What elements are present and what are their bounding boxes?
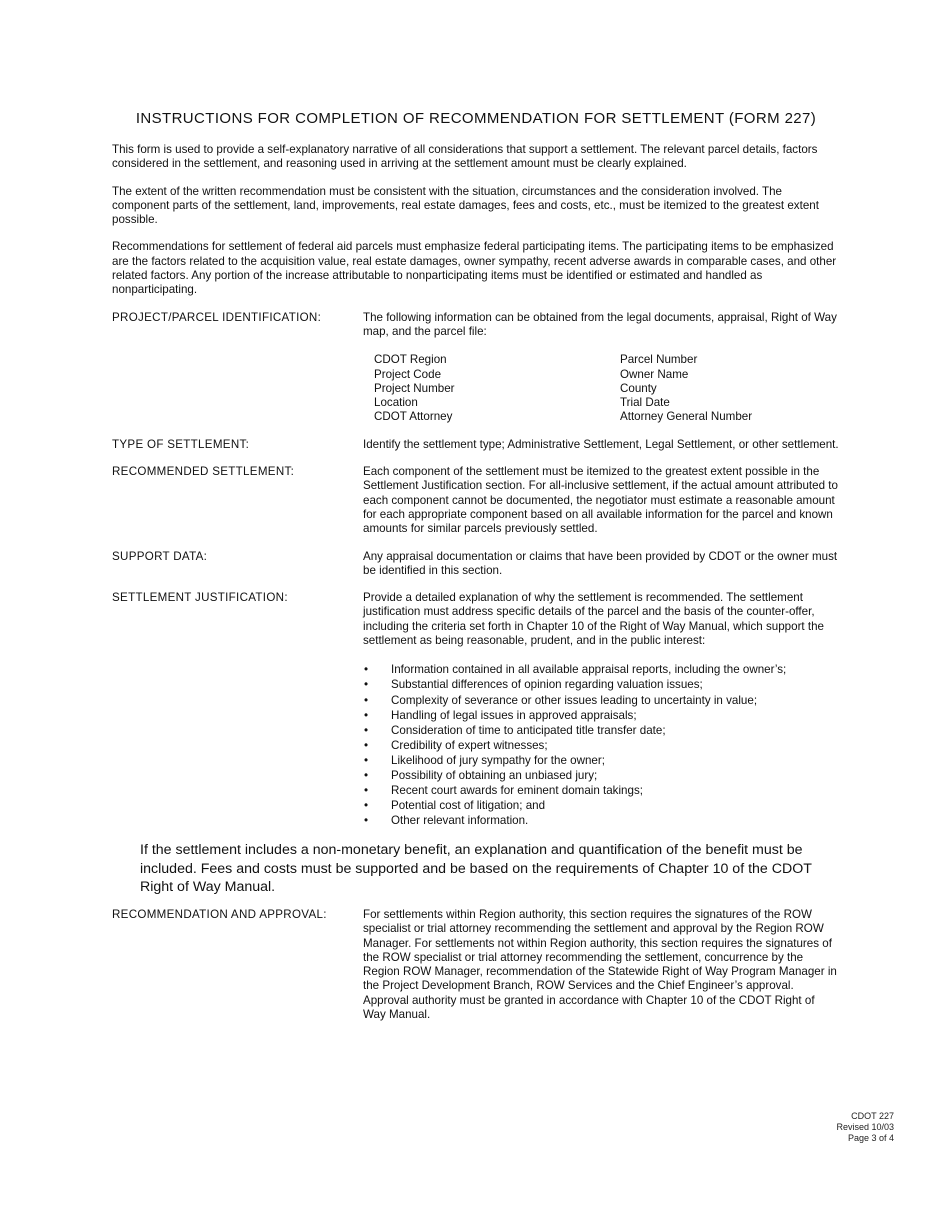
bullet-icon: • [364, 723, 369, 737]
section-recommended-settlement [112, 465, 840, 536]
list-item: • Possibility of obtaining an unbiased jury; [364, 768, 598, 782]
field-name: Location [374, 396, 418, 410]
bullet-icon: • [364, 678, 369, 692]
section-text: The following information can be obtained from the legal documents, appraisal, Right of Way map, and the parcel file: [363, 310, 837, 338]
bullet-icon: • [364, 799, 369, 813]
section-label: RECOMMENDED SETTLEMENT: [112, 465, 295, 479]
intro-paragraph-2: The extent of the written recommendation must be consistent with the situation, circumstances and the consideration involved. The component parts of the settlement, land, improvements, real estate damages, fees and costs, etc., must be itemized to the greatest extent possible. [112, 184, 819, 227]
section-label: SUPPORT DATA: [112, 549, 208, 563]
section-text: Identify the settlement type; Administrative Settlement, Legal Settlement, or other settlement. [363, 437, 839, 451]
section-text: Any appraisal documentation or claims that have been provided by CDOT or the owner must be identified in this section. [363, 549, 838, 577]
list-item: • Complexity of severance or other issues leading to uncertainty in value; [364, 693, 758, 707]
field-name: County [620, 381, 657, 395]
section-label: PROJECT/PARCEL IDENTIFICATION: [112, 310, 322, 324]
section-recommendation-approval [112, 908, 840, 1022]
bullet-icon: • [364, 753, 369, 767]
bullet-icon: • [364, 784, 369, 798]
field-name: Attorney General Number [620, 410, 753, 424]
section-text: Each component of the settlement must be itemized to the greatest extent possible in the Settlement Justification section. For all-inclusive settlement, if the actual amount attributed to each component cannot be documented, the negotiator must estimate a reasonable amount for each appropriate component based on all available information for the parcel and known amounts for similar parcels previously settled. [363, 465, 838, 536]
section-support-data [112, 550, 840, 579]
identification-fields [374, 353, 840, 424]
intro-paragraph-3: Recommendations for settlement of federal aid parcels must emphasize federal participating items. The participating items to be emphasized are the factors related to the acquisition value, real estate damages, owner sympathy, recent adverse awards in comparable cases, and other related factors. Any portion of the increase attributable to nonparticipating items must be identified or estimated and handled as nonparticipating. [112, 240, 837, 297]
section-label: TYPE OF SETTLEMENT: [112, 437, 250, 451]
field-name: Parcel Number [620, 353, 698, 367]
list-item: • Information contained in all available appraisal reports, including the owner’s; [364, 663, 787, 677]
list-item: • Potential cost of litigation; and [364, 799, 546, 813]
section-type-of-settlement [112, 438, 840, 452]
bullet-icon: • [364, 738, 369, 752]
bullet-icon: • [364, 663, 369, 677]
section-label: RECOMMENDATION AND APPROVAL: [112, 907, 327, 921]
section-text: Provide a detailed explanation of why the settlement is recommended. The settlement justification must address specific details of the parcel and the basis of the counter-offer, including the criteria set forth in Chapter 10 of the Right of Way Manual, which support the settlement as being reasonable, prudent, and in the public interest: [363, 591, 824, 648]
bullet-icon: • [364, 708, 369, 722]
bullet-icon: • [364, 768, 369, 782]
revision-date: Revised 10/03 [836, 1122, 894, 1132]
form-number: CDOT 227 [851, 1111, 894, 1121]
bullet-icon: • [364, 814, 369, 828]
list-item: • Recent court awards for eminent domain takings; [364, 784, 643, 798]
list-item: • Substantial differences of opinion regarding valuation issues; [364, 678, 703, 692]
field-name: Trial Date [620, 396, 670, 410]
list-item: • Other relevant information. [364, 814, 529, 828]
page-title: INSTRUCTIONS FOR COMPLETION OF RECOMMENDATION FOR SETTLEMENT (FORM 227) [135, 110, 817, 127]
list-item: • Credibility of expert witnesses; [364, 738, 548, 752]
justification-criteria-list [363, 662, 840, 828]
field-name: CDOT Region [374, 353, 447, 367]
section-settlement-justification [112, 591, 840, 828]
list-item: • Consideration of time to anticipated title transfer date; [364, 723, 666, 737]
section-text: For settlements within Region authority, this section requires the signatures of the ROW specialist or trial attorney recommending the settlement and approval by the Region ROW Manager. For settlements not within Region authority, this section requires the signatures of the ROW specialist or trial attorney recommending the settlement, concurrence by the Region ROW Manager, recommendation of the Statewide Right of Way Program Manager in the Project Development Branch, ROW Services and the Chief Engineer’s approval. Approval authority must be granted in accordance with Chapter 10 of the CDOT Right of Way Manual. [363, 907, 837, 1022]
list-item: • Handling of legal issues in approved appraisals; [364, 708, 637, 722]
field-name: Project Number [374, 381, 455, 395]
section-label: SETTLEMENT JUSTIFICATION: [112, 591, 288, 605]
document-page [112, 110, 840, 1035]
section-project-identification [112, 311, 840, 425]
page-footer [836, 1111, 894, 1144]
field-name: Project Code [374, 367, 442, 381]
field-name: Owner Name [620, 367, 689, 381]
bullet-icon: • [364, 693, 369, 707]
intro-paragraph-1: This form is used to provide a self-explanatory narrative of all considerations that support a settlement. The relevant parcel details, factors considered in the settlement, and reasoning used in arriving at the settlement amount must be clearly explained. [112, 143, 818, 171]
field-name: CDOT Attorney [374, 410, 453, 424]
list-item: • Likelihood of jury sympathy for the owner; [364, 753, 605, 767]
non-monetary-benefit-note: If the settlement includes a non-monetary benefit, an explanation and quantification of the benefit must be included. Fees and costs must be supported and be based on the requirements of Chapter 10 of the CDOT Right of Way Manual. [140, 842, 812, 895]
page-number: Page 3 of 4 [847, 1133, 894, 1143]
